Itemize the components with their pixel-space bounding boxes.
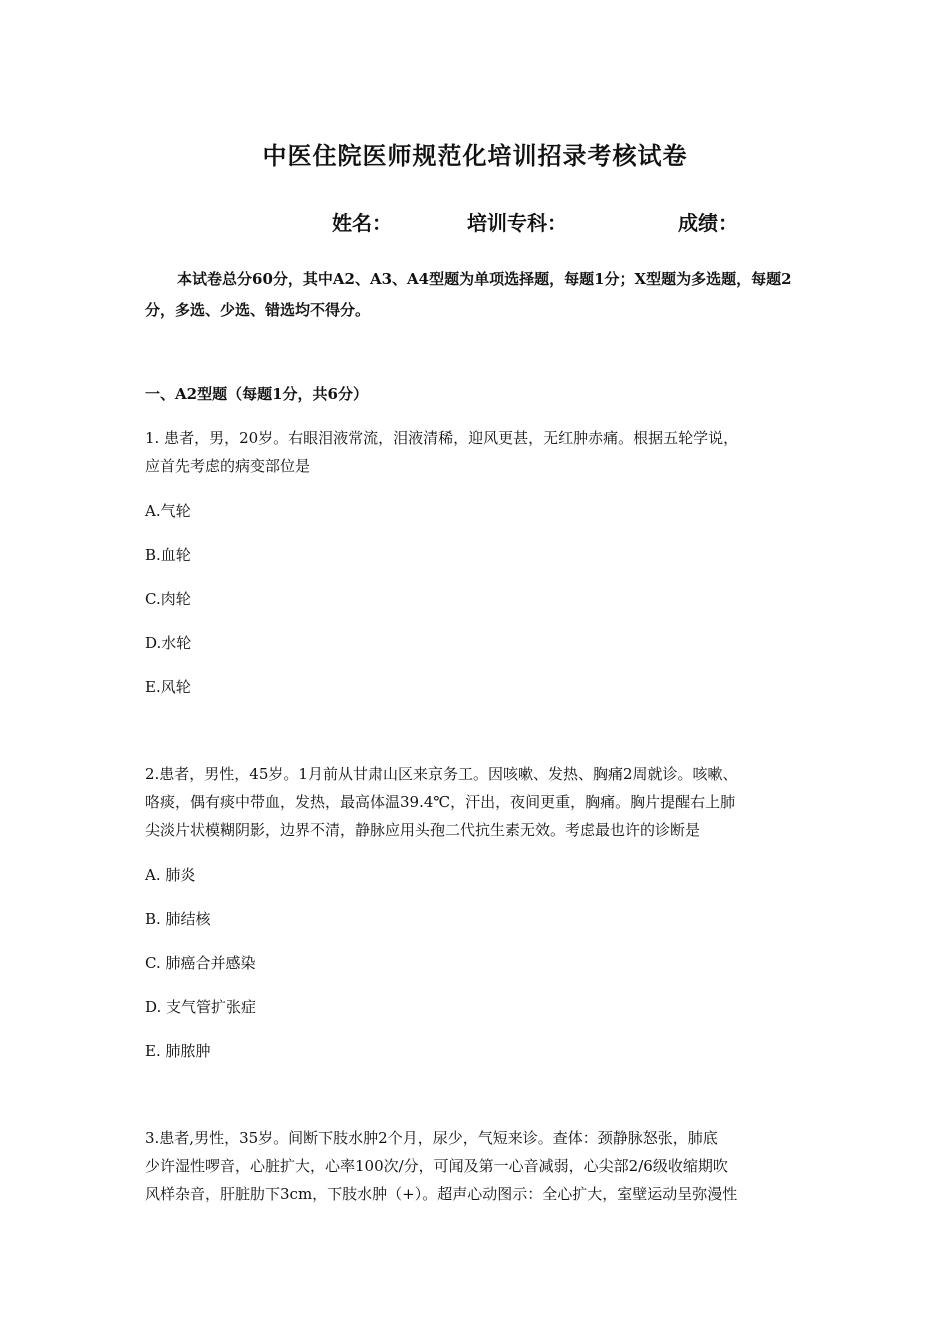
specialty-label: 培训专科：: [467, 211, 567, 235]
question-3-line-3: 风样杂音，肝脏肋下3cm，下肢水肿（+）。超声心动图示：全心扩大，室壁运动呈弥漫性: [145, 1185, 738, 1203]
question-2-option-b: B. 肺结核: [145, 910, 211, 928]
exam-title: 中医住院医师规范化培训招录考核试卷: [262, 141, 688, 170]
question-1-option-c: C.肉轮: [145, 590, 191, 608]
exam-instructions: 本试卷总分60分，其中A2、A3、A4型题为单项选择题，每题1分；X型题为多选题，每题2分，多选、少选、错选均不得分。: [145, 270, 792, 319]
question-2-option-d: D. 支气管扩张症: [145, 998, 257, 1016]
score-label: 成绩：: [678, 211, 738, 235]
question-2-line-1: 2.患者，男性，45岁。1月前从甘肃山区来京务工。因咳嗽、发热、胸痛2周就诊。咳嗽、: [145, 765, 738, 783]
question-3-line-2: 少许湿性啰音，心脏扩大，心率100次/分，可闻及第一心音减弱，心尖部2/6级收缩期吹: [145, 1157, 728, 1175]
question-1-line-2: 应首先考虑的病变部位是: [145, 457, 311, 475]
question-2-option-a: A. 肺炎: [145, 866, 196, 884]
question-1-option-a: A.气轮: [145, 502, 191, 520]
question-2-option-c: C. 肺癌合并感染: [145, 954, 256, 972]
question-2-option-e: E. 肺脓肿: [145, 1042, 211, 1060]
question-3-line-1: 3.患者,男性，35岁。间断下肢水肿2个月，尿少，气短来诊。查体：颈静脉怒张，肺底: [145, 1129, 718, 1147]
question-1-option-b: B.血轮: [145, 546, 191, 564]
question-1-line-1: 1. 患者，男，20岁。右眼泪液常流，泪液清稀，迎风更甚，无红肿赤痛。根据五轮学说，: [145, 429, 739, 447]
section-title: 一、A2型题（每题1分，共6分）: [145, 385, 368, 403]
question-2-line-2: 咯痰，偶有痰中带血，发热，最高体温39.4℃，汗出，夜间更重，胸痛。胸片提醒右上肺: [145, 793, 736, 811]
question-2-line-3: 尖淡片状模糊阴影，边界不清，静脉应用头孢二代抗生素无效。考虑最也许的诊断是: [145, 821, 701, 839]
question-1-option-d: D.水轮: [145, 634, 192, 652]
question-1-option-e: E.风轮: [145, 678, 191, 696]
name-label: 姓名：: [332, 211, 392, 235]
